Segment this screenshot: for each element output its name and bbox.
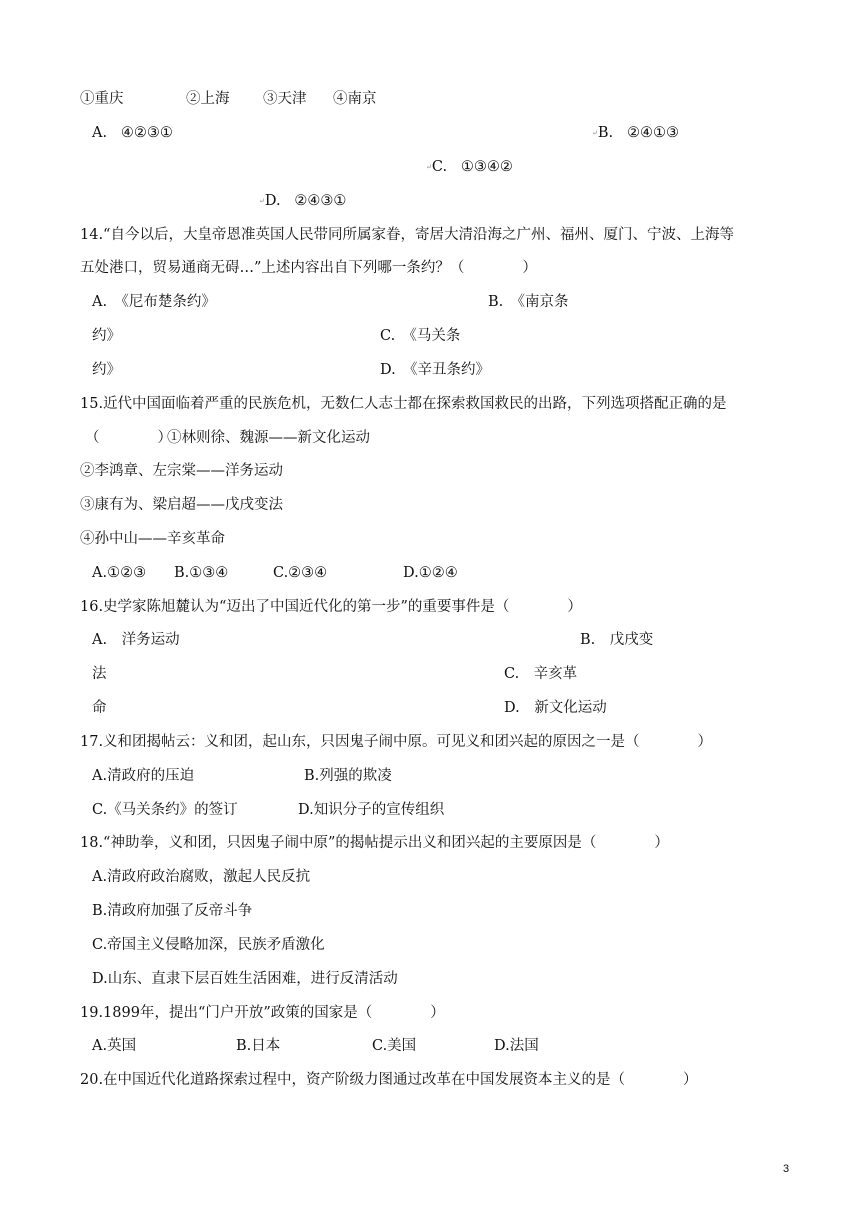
q14-option-b: B. 《南京条 [488, 294, 569, 310]
q13-option-d-text: ②④③① [294, 193, 347, 209]
anchor-mark-icon: ↵ [592, 129, 598, 137]
q14-option-b-cont: 约》 [92, 328, 121, 344]
q19-option-b: B.日本 [236, 1038, 281, 1054]
q13-option-a-text: ④②③① [120, 125, 173, 141]
q17-option-c: C.《马关条约》的签订 [92, 802, 238, 818]
q13-option-b-text: ②④①③ [626, 125, 679, 141]
q15-item-1: ①林则徐、魏源——新文化运动 [167, 430, 370, 446]
q14-stem-line2: 五处港口，贸易通商无碍…”上述内容出自下列哪一条约？（ ） [80, 260, 537, 276]
q13-option-c-text: ①③④② [460, 159, 513, 175]
q19-option-a: A.英国 [92, 1038, 137, 1054]
q17-option-b: B.列强的欺凌 [304, 768, 392, 784]
q14-option-c-cont: 约》 [92, 362, 121, 378]
q15-option-b: B.①③④ [174, 565, 229, 581]
q15-answer-paren: （ ） [85, 430, 172, 446]
q18-option-c: C.帝国主义侵略加深，民族矛盾激化 [92, 937, 325, 953]
q15-option-d: D.①②④ [403, 565, 458, 581]
q13-option-b: ↵B. ②④①③ [592, 125, 679, 141]
q14-option-a: A. 《尼布楚条约》 [92, 294, 216, 310]
q13-option-c: ↵C. ①③④② [426, 159, 513, 175]
anchor-mark-icon: ↵ [259, 197, 265, 205]
q13-item-2: ②上海 [186, 91, 230, 107]
q19-stem: 19.1899年，提出“门户开放”政策的国家是（ ） [80, 1005, 445, 1021]
q16-option-c-cont: 命 [92, 700, 107, 716]
q16-option-d: D. 新文化运动 [504, 700, 607, 716]
q19-option-d: D.法国 [494, 1038, 539, 1054]
q18-option-b: B.清政府加强了反帝斗争 [92, 903, 253, 919]
q14-option-d: D. 《辛丑条约》 [380, 362, 490, 378]
q15-item-3: ③康有为、梁启超——戊戌变法 [80, 497, 283, 513]
page-number: 3 [783, 1163, 790, 1175]
q14-stem-line1: 14.“自今以后，大皇帝恩准英国人民带同所属家眷，寄居大清沿海之广州、福州、厦门、宁波、上海等 [80, 227, 734, 243]
q15-option-c: C.②③④ [273, 565, 328, 581]
q13-option-a: A. ④②③① [92, 125, 173, 141]
q15-stem: 15.近代中国面临着严重的民族危机，无数仁人志士都在探索救国救民的出路，下列选项搭配正确的是 [80, 396, 727, 412]
q18-option-a: A.清政府政治腐败，激起人民反抗 [92, 869, 311, 885]
q13-item-1: ①重庆 [80, 91, 124, 107]
q14-option-c: C. 《马关条 [380, 328, 461, 344]
anchor-mark-icon: ↵ [426, 163, 432, 171]
q17-stem: 17.义和团揭帖云：义和团，起山东，只因鬼子闹中原。可见义和团兴起的原因之一是（ ） [80, 734, 713, 750]
q18-option-d: D.山东、直隶下层百姓生活困难，进行反清活动 [92, 971, 398, 987]
q17-option-d: D.知识分子的宣传组织 [298, 802, 445, 818]
q16-option-c: C. 辛亥革 [504, 666, 578, 682]
q13-item-4: ④南京 [333, 91, 377, 107]
q15-item-4: ④孙中山——辛亥革命 [80, 531, 225, 547]
q13-option-d: ↵D. ②④③① [259, 193, 347, 209]
q16-option-a: A. 洋务运动 [92, 632, 180, 648]
q16-option-b: B. 戊戌变 [580, 632, 654, 648]
q19-option-c: C.美国 [372, 1038, 417, 1054]
q16-stem: 16.史学家陈旭麓认为“迈出了中国近代化的第一步”的重要事件是（ ） [80, 599, 582, 615]
q20-stem: 20.在中国近代化道路探索过程中，资产阶级力图通过改革在中国发展资本主义的是（ ） [80, 1072, 698, 1088]
q18-stem: 18.“神助拳，义和团，只因鬼子闹中原”的揭帖提示出义和团兴起的主要原因是（ ） [80, 835, 669, 851]
q16-option-b-cont: 法 [92, 666, 107, 682]
q15-item-2: ②李鸿章、左宗棠——洋务运动 [80, 463, 283, 479]
q17-option-a: A.清政府的压迫 [92, 768, 195, 784]
q15-option-a: A.①②③ [92, 565, 147, 581]
q13-item-3: ③天津 [263, 91, 307, 107]
